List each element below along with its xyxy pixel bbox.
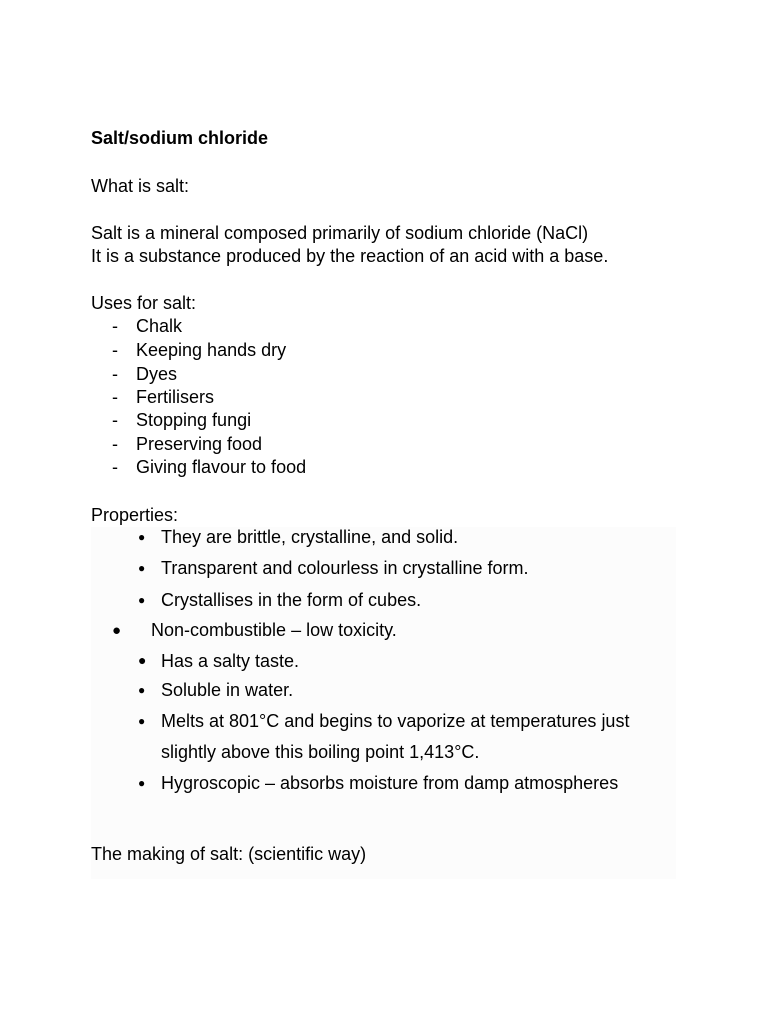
dash-marker: - — [112, 410, 118, 430]
uses-list-item — [112, 456, 306, 478]
property-text: Transparent and colourless in crystalline form. — [161, 558, 529, 578]
uses-list-item — [112, 433, 262, 455]
property-text: Crystallises in the form of cubes. — [161, 590, 422, 610]
bullet-marker: ● — [138, 652, 147, 668]
bullet-marker: ● — [138, 593, 146, 607]
uses-list-item — [112, 409, 251, 431]
uses-item-text: Preserving food — [136, 434, 263, 454]
dash-marker: - — [112, 364, 118, 384]
uses-item-text: Keeping hands dry — [136, 340, 287, 360]
uses-item-text: Chalk — [136, 316, 183, 336]
bullet-marker: ● — [138, 776, 146, 790]
document-title: Salt/sodium chloride — [91, 128, 269, 148]
bullet-marker: ● — [138, 714, 146, 728]
uses-item-text: Giving flavour to food — [136, 457, 307, 477]
property-text: Soluble in water. — [161, 680, 294, 700]
bullet-marker: ● — [138, 530, 146, 544]
property-list-item — [138, 679, 293, 701]
property-list-item — [138, 526, 458, 548]
uses-item-text: Stopping fungi — [136, 410, 252, 430]
property-list-item — [112, 619, 397, 642]
property-list-item — [138, 710, 629, 732]
property-list-item — [138, 557, 529, 579]
property-text: Has a salty taste. — [161, 651, 300, 671]
dash-marker: - — [112, 387, 118, 407]
bullet-marker: ● — [138, 683, 146, 697]
uses-list-item — [112, 363, 177, 385]
property-text: Hygroscopic – absorbs moisture from damp atmospheres — [161, 773, 619, 793]
dash-marker: - — [112, 434, 118, 454]
what-is-salt-heading: What is salt: — [91, 176, 190, 196]
uses-item-text: Dyes — [136, 364, 178, 384]
bullet-marker: ● — [112, 622, 122, 639]
property-text: Melts at 801°C and begins to vaporize at temperatures just — [161, 711, 630, 731]
uses-list-item — [112, 339, 286, 361]
bullet-marker: ● — [138, 561, 146, 575]
property-list-item — [138, 589, 421, 611]
properties-heading: Properties: — [91, 505, 179, 525]
dash-marker: - — [112, 457, 118, 477]
dash-marker: - — [112, 340, 118, 360]
definition-line-1: Salt is a mineral composed primarily of sodium chloride (NaCl) — [91, 223, 589, 243]
making-of-salt-heading: The making of salt: (scientific way) — [91, 844, 367, 864]
uses-heading: Uses for salt: — [91, 293, 197, 313]
property-list-item — [138, 772, 618, 794]
dash-marker: - — [112, 316, 118, 336]
uses-list-item — [112, 315, 182, 337]
properties-shaded-block — [91, 527, 676, 879]
property-text: They are brittle, crystalline, and solid. — [161, 527, 459, 547]
uses-list-item — [112, 386, 214, 408]
uses-item-text: Fertilisers — [136, 387, 215, 407]
definition-line-2: It is a substance produced by the reaction of an acid with a base. — [91, 246, 609, 266]
property-continuation: slightly above this boiling point 1,413°C. — [161, 742, 480, 762]
property-text: Non-combustible – low toxicity. — [151, 620, 397, 640]
property-list-item — [138, 649, 299, 672]
